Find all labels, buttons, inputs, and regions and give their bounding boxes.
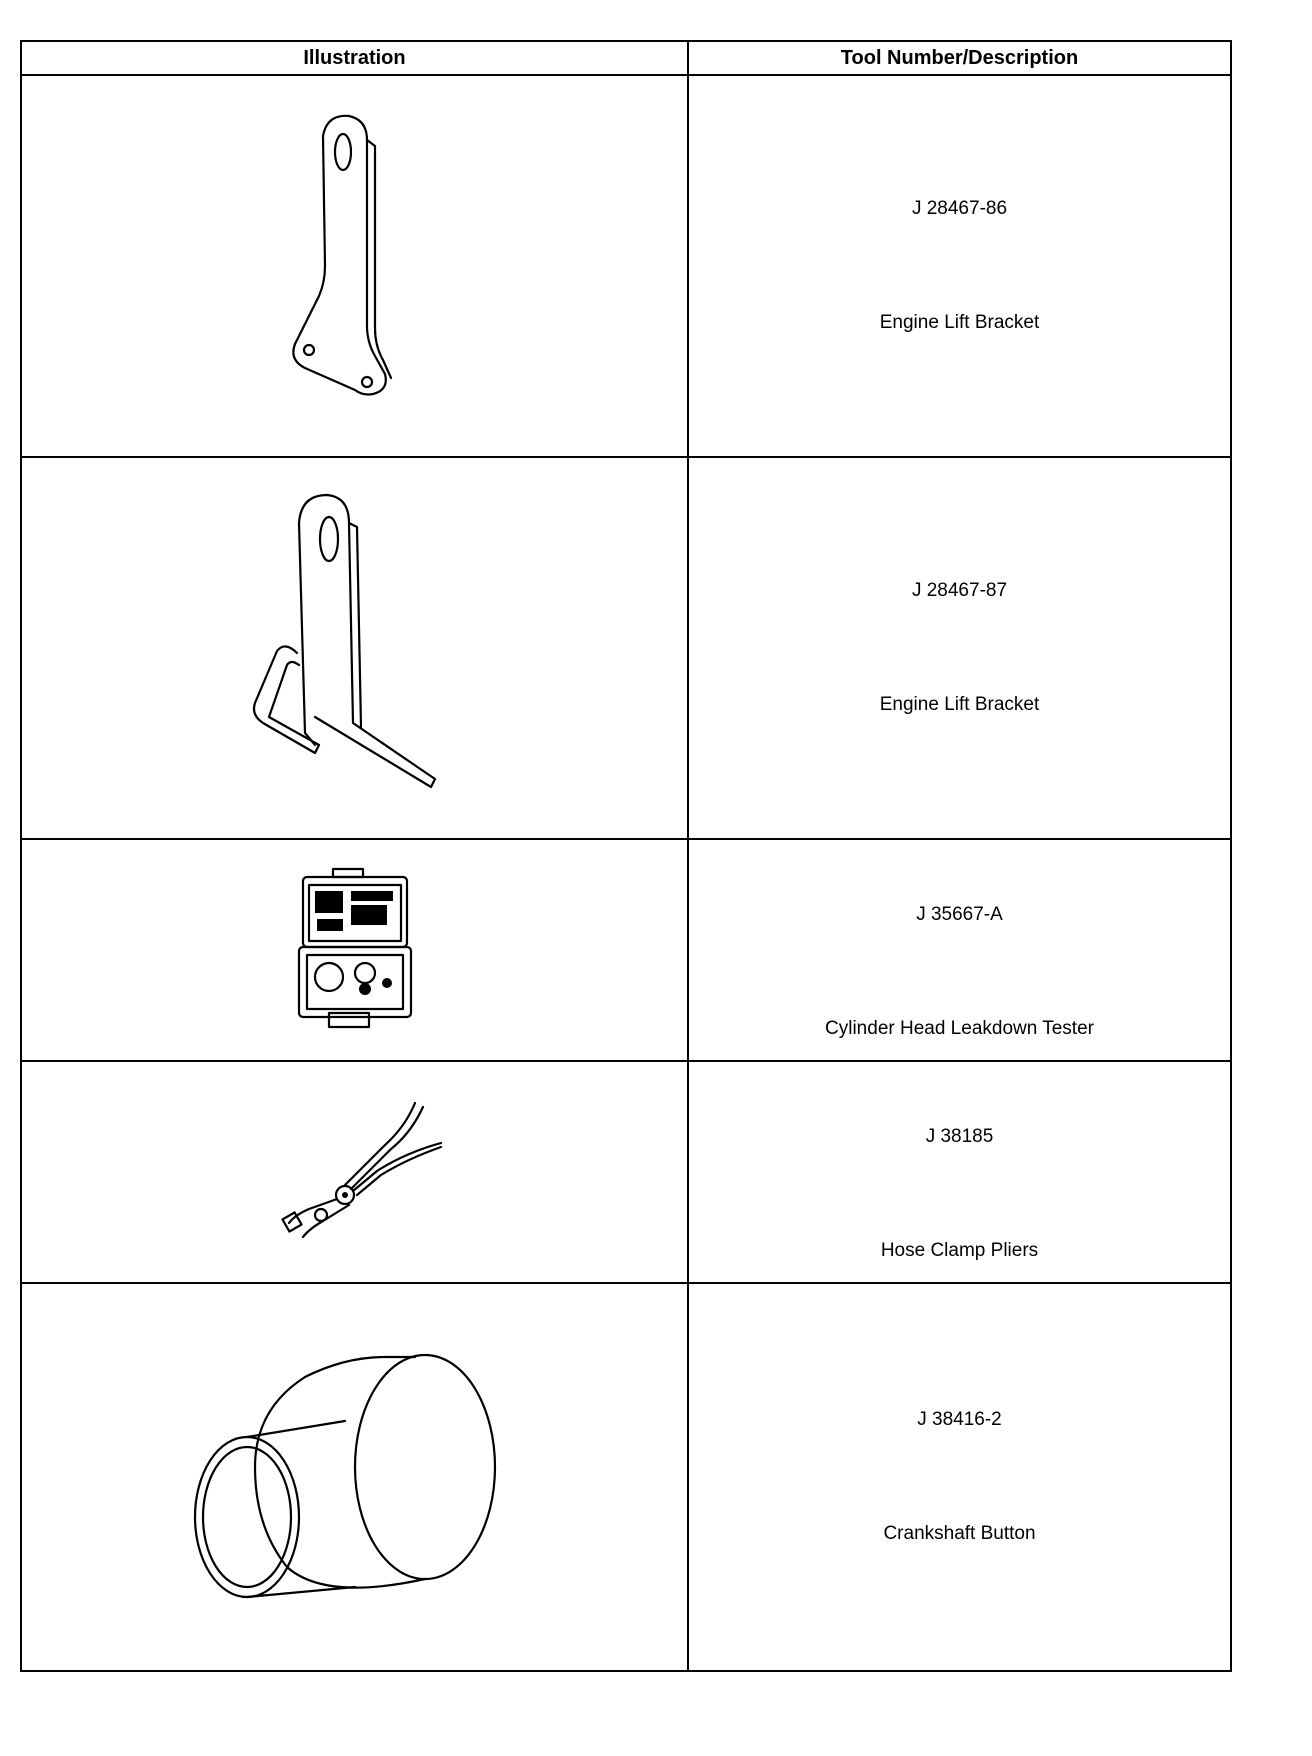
lift-bracket-angled-icon xyxy=(235,483,475,813)
table-row xyxy=(21,1061,1231,1283)
hose-clamp-pliers-icon xyxy=(265,1097,445,1247)
illustration-cell xyxy=(21,75,688,457)
tool-number: J 28467-87 xyxy=(911,580,1008,601)
header-row xyxy=(21,41,1231,75)
illustration-cell xyxy=(21,1061,688,1283)
tool-description: Cylinder Head Leakdown Tester xyxy=(825,1018,1094,1039)
description-cell xyxy=(688,1283,1231,1671)
header-tool-description: Tool Number/Description xyxy=(688,41,1231,75)
illustration-cell xyxy=(21,1283,688,1671)
table-row xyxy=(21,839,1231,1061)
tool-description: Hose Clamp Pliers xyxy=(880,1240,1039,1261)
tool-number: J 35667-A xyxy=(916,904,1003,925)
tool-number: J 28467-86 xyxy=(911,198,1008,219)
description-cell xyxy=(688,457,1231,839)
tool-description: Engine Lift Bracket xyxy=(879,694,1040,715)
illustration-cell xyxy=(21,457,688,839)
table-row xyxy=(21,75,1231,457)
tool-number: J 38416-2 xyxy=(917,1409,1002,1430)
tools-table xyxy=(20,40,1232,1672)
description-cell xyxy=(688,75,1231,457)
table-row xyxy=(21,1283,1231,1671)
description-cell xyxy=(688,1061,1231,1283)
illustration-cell xyxy=(21,839,688,1061)
crankshaft-button-icon xyxy=(185,1317,525,1637)
header-illustration: Illustration xyxy=(21,41,688,75)
lift-bracket-flat-icon xyxy=(255,106,455,426)
description-cell xyxy=(688,839,1231,1061)
leakdown-tester-case-icon xyxy=(295,865,415,1035)
table-row xyxy=(21,457,1231,839)
tool-description: Engine Lift Bracket xyxy=(879,312,1040,333)
tool-description: Crankshaft Button xyxy=(883,1523,1036,1544)
tool-number: J 38185 xyxy=(925,1126,994,1147)
